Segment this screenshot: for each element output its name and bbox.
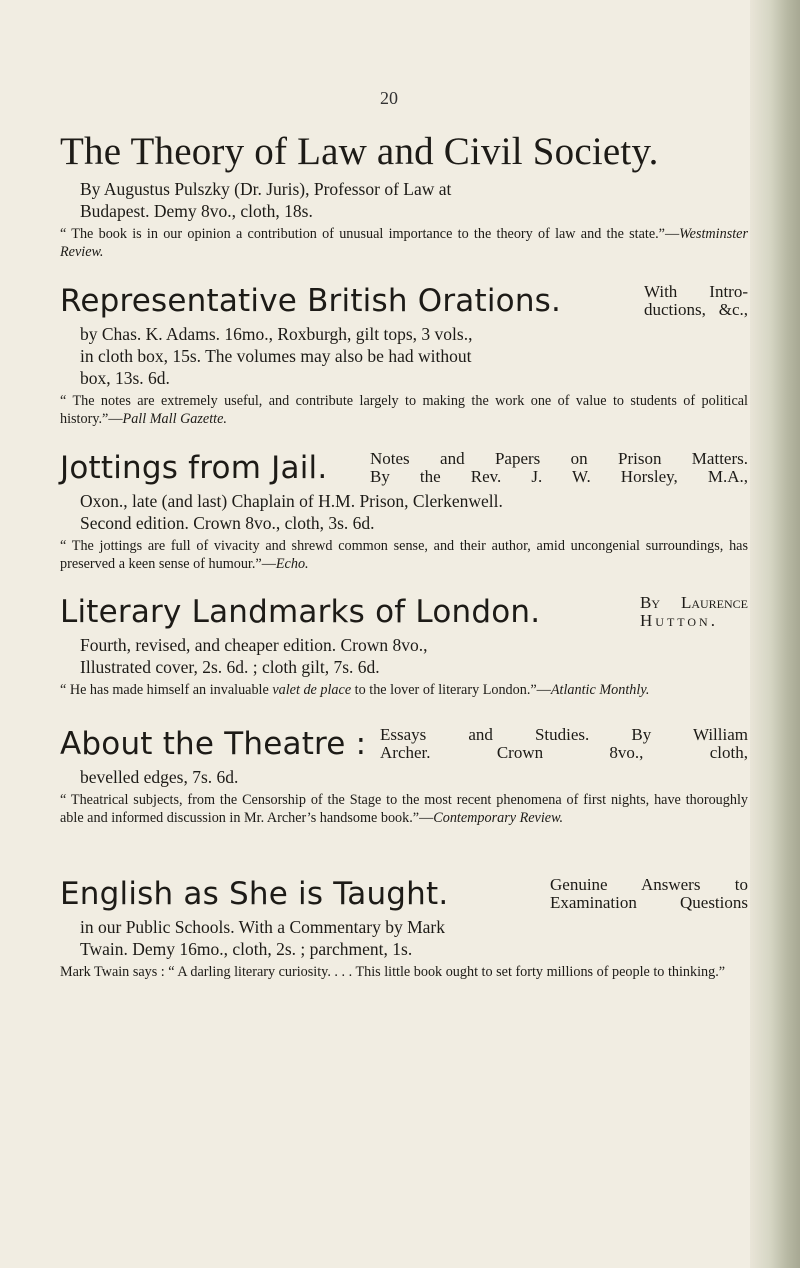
catalogue-entry	[60, 874, 748, 981]
description-line: in our Public Schools. With a Commentary by Mark	[80, 917, 445, 937]
review-quote	[60, 963, 748, 981]
aside-line: Hutton.	[640, 611, 718, 630]
description-line: bevelled edges, 7s. 6d.	[80, 767, 239, 787]
description-line: Oxon., late (and last) Chaplain of H.M. Prison, Clerkenwell.	[80, 491, 503, 511]
review-quote	[60, 225, 748, 261]
catalogue-entry	[60, 724, 748, 827]
aside-line: ductions, &c.,	[644, 300, 748, 319]
entry-title: Literary Landmarks of London.	[60, 594, 541, 630]
aside-line: By Laurence	[640, 593, 748, 612]
entry-aside	[380, 726, 748, 762]
quote-text: to the lover of literary London.”—	[351, 682, 551, 698]
entry-aside	[370, 450, 748, 486]
aside-line: With Intro-	[644, 282, 748, 301]
description-line: By Augustus Pulszky (Dr. Juris), Professor of Law at	[80, 179, 452, 199]
aside-line: Genuine Answers to	[550, 875, 748, 894]
quote-source: Echo.	[275, 556, 309, 572]
description-line: Twain. Demy 16mo., cloth, 2s. ; parchment, 1s.	[80, 939, 413, 959]
entry-heading	[60, 592, 748, 632]
entry-aside	[550, 876, 748, 912]
entry-aside	[640, 594, 748, 630]
description-line: by Chas. K. Adams. 16mo., Roxburgh, gilt tops, 3 vols.,	[80, 324, 473, 344]
entry-aside	[644, 283, 748, 319]
catalogue-entry	[60, 448, 748, 573]
entry-heading	[60, 874, 748, 914]
page-number: 20	[380, 88, 398, 108]
entry-title: Representative British Orations.	[60, 283, 562, 319]
description-line: Illustrated cover, 2s. 6d. ; cloth gilt, 7s. 6d.	[80, 657, 380, 677]
description-line: Fourth, revised, and cheaper edition. Crown 8vo.,	[80, 635, 428, 655]
entry-description	[60, 490, 748, 534]
review-quote	[60, 681, 748, 699]
quote-text: Mark Twain says : “ A darling literary curiosity. . . . This little book ought to set forty millions of people to thinking.”	[60, 964, 726, 980]
entry-description	[60, 634, 748, 678]
quote-source: Westminster Review.	[60, 226, 748, 260]
entry-heading	[60, 281, 748, 321]
catalogue-entry	[60, 592, 748, 699]
aside-line: Essays and Studies. By William	[380, 725, 748, 744]
review-quote	[60, 392, 748, 428]
entry-description	[60, 766, 748, 788]
entry-title: English as She is Taught.	[60, 876, 449, 912]
entry-description	[60, 916, 748, 960]
description-line: box, 13s. 6d.	[80, 368, 170, 388]
description-line: Second edition. Crown 8vo., cloth, 3s. 6d.	[80, 513, 375, 533]
entry-description	[60, 323, 748, 389]
description-line: Budapest. Demy 8vo., cloth, 18s.	[80, 201, 313, 221]
quote-text: “ Theatrical subjects, from the Censorship of the Stage to the most recent phenomena of first nights, have thoroughly able and informed discussion in Mr. Archer’s handsome book.”—	[60, 792, 748, 826]
entry-heading	[60, 132, 748, 172]
quote-source: Contemporary Review.	[433, 810, 564, 826]
quote-emphasis: valet de place	[272, 682, 352, 698]
entry-heading	[60, 448, 748, 488]
catalogue-entry	[60, 132, 748, 261]
entry-heading	[60, 724, 748, 764]
aside-line: Archer. Crown 8vo., cloth,	[380, 743, 748, 762]
quote-source: Pall Mall Gazette.	[122, 411, 227, 427]
description-line: in cloth box, 15s. The volumes may also be had without	[80, 346, 472, 366]
entry-title: The Theory of Law and Civil Society.	[60, 130, 659, 173]
review-quote	[60, 537, 748, 573]
quote-source: Atlantic Monthly.	[550, 682, 650, 698]
quote-text: “ The book is in our opinion a contribution of unusual importance to the theory of law and the state.”—	[60, 226, 680, 242]
catalogue-entry	[60, 281, 748, 428]
quote-text: “ The notes are extremely useful, and contribute largely to making the work one of value to students of political history.”—	[60, 393, 748, 427]
quote-text: “ He has made himself an invaluable	[60, 682, 273, 698]
quote-text: “ The jottings are full of vivacity and shrewd common sense, and their author, amid uncongenial surroundings, has preserved a keen sense of humour.”—	[60, 538, 748, 572]
aside-line: By the Rev. J. W. Horsley, M.A.,	[370, 467, 748, 486]
entry-title: About the Theatre :	[60, 726, 367, 762]
aside-line: Examination Questions	[550, 893, 748, 912]
entry-title: Jottings from Jail.	[60, 450, 328, 486]
entry-description	[60, 178, 748, 222]
aside-line: Notes and Papers on Prison Matters.	[370, 449, 748, 468]
review-quote	[60, 791, 748, 827]
